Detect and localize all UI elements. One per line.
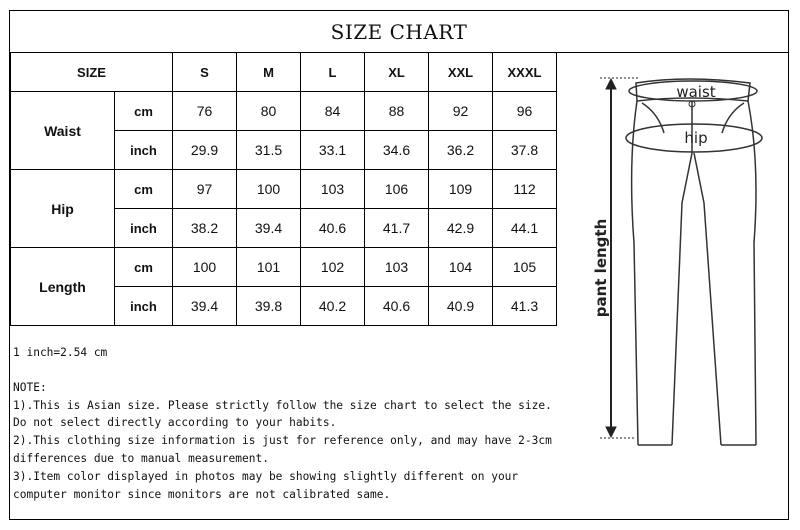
size-header: SIZE xyxy=(11,53,173,92)
table-cell: 104 xyxy=(429,248,493,287)
table-cell: 100 xyxy=(173,248,237,287)
size-col-m: M xyxy=(237,53,301,92)
table-cell: 88 xyxy=(365,92,429,131)
table-cell: 41.3 xyxy=(493,287,557,326)
table-cell: 109 xyxy=(429,170,493,209)
unit-cell: cm xyxy=(115,92,173,131)
table-cell: 37.8 xyxy=(493,131,557,170)
table-cell: 34.6 xyxy=(365,131,429,170)
table-cell: 39.4 xyxy=(173,287,237,326)
waist-label: waist xyxy=(676,83,716,101)
table-cell: 84 xyxy=(301,92,365,131)
table-cell: 106 xyxy=(365,170,429,209)
table-cell: 92 xyxy=(429,92,493,131)
note-line: 1).This is Asian size. Please strictly follow the size chart to select the size. xyxy=(13,398,552,412)
table-cell: 36.2 xyxy=(429,131,493,170)
table-cell: 44.1 xyxy=(493,209,557,248)
table-cell: 112 xyxy=(493,170,557,209)
unit-cell: inch xyxy=(115,131,173,170)
table-cell: 103 xyxy=(301,170,365,209)
note-line: differences due to manual measurement. xyxy=(13,451,269,465)
table-cell: 33.1 xyxy=(301,131,365,170)
size-col-s: S xyxy=(173,53,237,92)
row-label-hip: Hip xyxy=(11,170,115,248)
table-cell: 101 xyxy=(237,248,301,287)
table-cell: 39.4 xyxy=(237,209,301,248)
table-cell: 40.6 xyxy=(301,209,365,248)
table-cell: 39.8 xyxy=(237,287,301,326)
table-cell: 40.2 xyxy=(301,287,365,326)
table-cell: 41.7 xyxy=(365,209,429,248)
note-line: 3).Item color displayed in photos may be showing slightly different on your xyxy=(13,469,519,483)
size-col-xxl: XXL xyxy=(429,53,493,92)
note-line: computer monitor since monitors are not calibrated same. xyxy=(13,487,391,501)
row-label-length: Length xyxy=(11,248,115,326)
table-cell: 76 xyxy=(173,92,237,131)
table-row xyxy=(11,92,557,131)
table-cell: 29.9 xyxy=(173,131,237,170)
page-title: SIZE CHART xyxy=(10,11,788,53)
note-line: 2).This clothing size information is just for reference only, and may have 2-3cm xyxy=(13,434,552,448)
notes-heading: NOTE: xyxy=(13,380,47,394)
size-col-l: L xyxy=(301,53,365,92)
table-row xyxy=(11,248,557,287)
table-row xyxy=(11,170,557,209)
table-cell: 97 xyxy=(173,170,237,209)
size-col-xxxl: XXXL xyxy=(493,53,557,92)
table-cell: 38.2 xyxy=(173,209,237,248)
table-cell: 80 xyxy=(237,92,301,131)
size-col-xl: XL xyxy=(365,53,429,92)
table-cell: 102 xyxy=(301,248,365,287)
table-cell: 100 xyxy=(237,170,301,209)
note-line: Do not select directly according to your habits. xyxy=(13,416,337,430)
hip-label: hip xyxy=(684,129,708,147)
unit-conversion: 1 inch=2.54 cm xyxy=(13,346,108,359)
unit-cell: inch xyxy=(115,287,173,326)
table-cell: 42.9 xyxy=(429,209,493,248)
unit-cell: inch xyxy=(115,209,173,248)
pant-length-label: pant length xyxy=(592,218,610,318)
unit-cell: cm xyxy=(115,170,173,209)
size-table xyxy=(10,52,557,326)
row-label-waist: Waist xyxy=(11,92,115,170)
size-chart-frame xyxy=(9,10,789,520)
table-cell: 105 xyxy=(493,248,557,287)
table-cell: 31.5 xyxy=(237,131,301,170)
table-header-row xyxy=(11,53,557,92)
table-cell: 40.6 xyxy=(365,287,429,326)
unit-cell: cm xyxy=(115,248,173,287)
table-cell: 103 xyxy=(365,248,429,287)
pants-diagram xyxy=(576,53,786,519)
notes-section xyxy=(13,344,573,503)
table-cell: 40.9 xyxy=(429,287,493,326)
table-cell: 96 xyxy=(493,92,557,131)
